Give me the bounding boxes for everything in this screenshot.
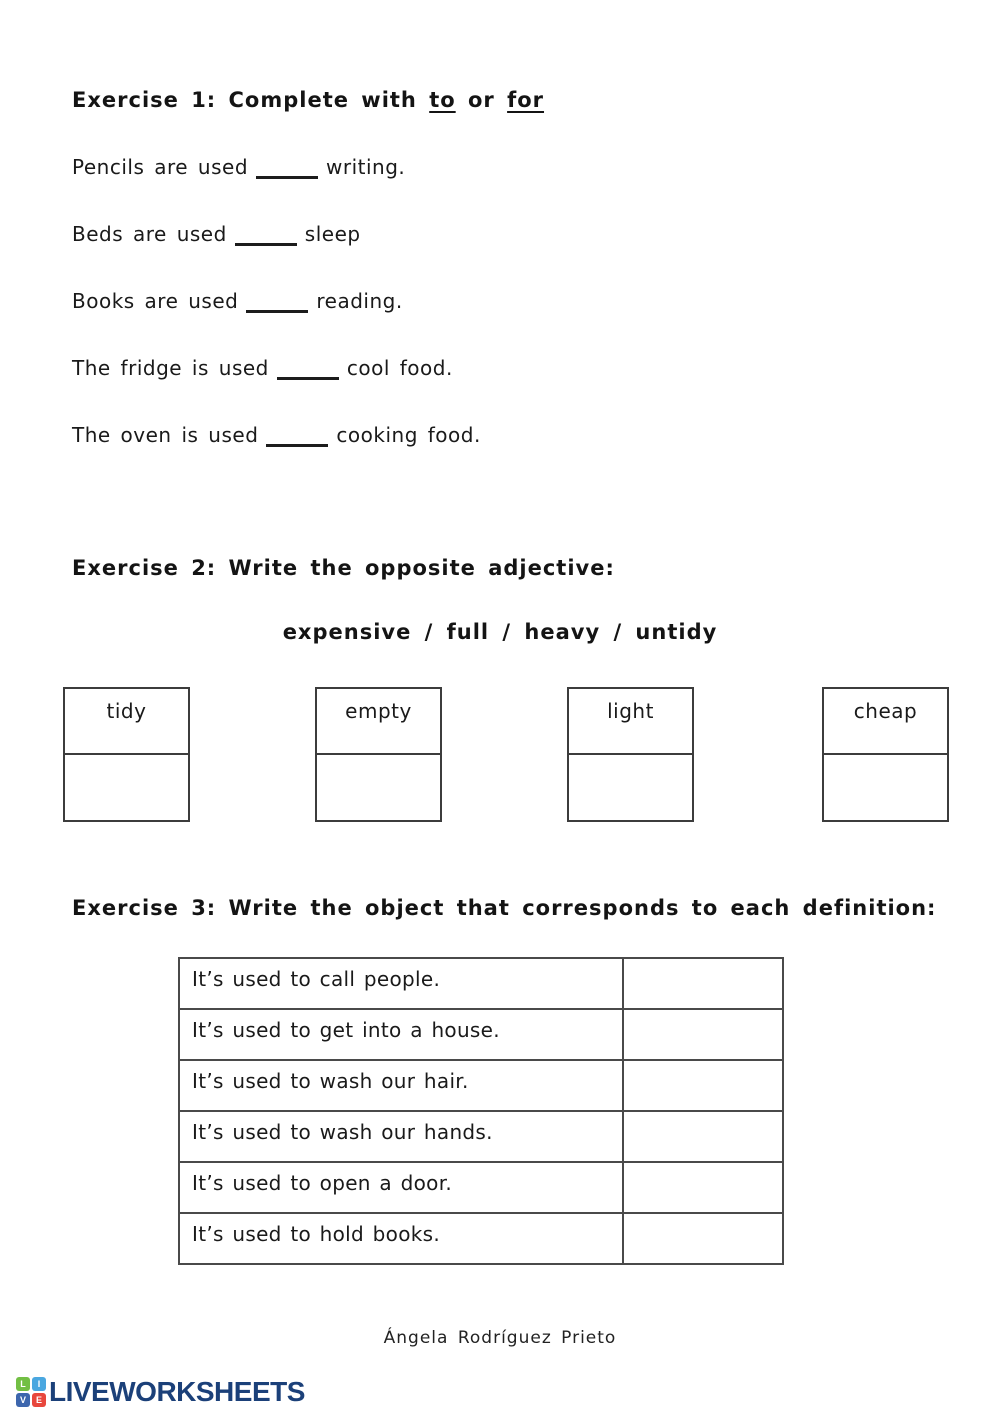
- sentence-after: writing.: [326, 155, 406, 179]
- sentence-after: reading.: [316, 289, 403, 313]
- answer-cell[interactable]: [623, 1009, 783, 1060]
- sentence-row: [72, 356, 453, 380]
- exercise2-title: Exercise 2: Write the opposite adjective:: [72, 556, 615, 580]
- definitions-table: [178, 957, 784, 1265]
- definition-cell: It’s used to open a door.: [179, 1162, 623, 1213]
- exercise1-option-to: to: [429, 88, 456, 112]
- table-row: [179, 1060, 783, 1111]
- sentence-after: sleep: [304, 222, 361, 246]
- sentence-row: [72, 222, 361, 246]
- definition-cell: It’s used to wash our hair.: [179, 1060, 623, 1111]
- answer-blank[interactable]: [266, 433, 328, 447]
- table-row: [179, 1009, 783, 1060]
- adjective-box: [567, 687, 694, 822]
- answer-cell[interactable]: [623, 1162, 783, 1213]
- sentence-after: cool food.: [346, 356, 453, 380]
- sentence-row: [72, 289, 403, 313]
- exercise3-title: Exercise 3: Write the object that corresponds to each definition:: [72, 896, 937, 920]
- word-bank: expensive / full / heavy / untidy: [282, 620, 718, 644]
- answer-cell[interactable]: [569, 755, 692, 820]
- answer-cell[interactable]: [824, 755, 947, 820]
- definition-cell: It’s used to wash our hands.: [179, 1111, 623, 1162]
- table-row: [179, 958, 783, 1009]
- sentence-row: [72, 155, 405, 179]
- sentence-before: Pencils are used: [72, 155, 249, 179]
- logo-tile-i: I: [32, 1377, 46, 1391]
- box-word-cell: cheap: [824, 689, 947, 755]
- exercise1-title-prefix: Exercise 1: Complete with: [72, 88, 417, 112]
- answer-blank[interactable]: [277, 366, 339, 380]
- answer-cell[interactable]: [623, 1060, 783, 1111]
- table-row: [179, 1162, 783, 1213]
- exercise1-title-connector: or: [467, 88, 495, 112]
- exercise1-option-for: for: [507, 88, 545, 112]
- table-row: [179, 1111, 783, 1162]
- answer-blank[interactable]: [235, 232, 297, 246]
- definition-cell: It’s used to get into a house.: [179, 1009, 623, 1060]
- box-word-cell: tidy: [65, 689, 188, 755]
- liveworksheets-logo[interactable]: [16, 1376, 305, 1408]
- author-credit: Ángela Rodríguez Prieto: [383, 1328, 617, 1348]
- sentence-after: cooking food.: [336, 423, 481, 447]
- sentence-before: The fridge is used: [72, 356, 269, 380]
- answer-cell[interactable]: [317, 755, 440, 820]
- logo-tile-v: V: [16, 1393, 30, 1407]
- table-row: [179, 1213, 783, 1264]
- answer-blank[interactable]: [256, 165, 318, 179]
- logo-tile-e: E: [32, 1393, 46, 1407]
- logo-text: LIVEWORKSHEETS: [49, 1376, 305, 1407]
- sentence-before: The oven is used: [72, 423, 259, 447]
- answer-blank[interactable]: [246, 299, 308, 313]
- definition-cell: It’s used to hold books.: [179, 1213, 623, 1264]
- answer-cell[interactable]: [623, 1111, 783, 1162]
- adjective-box: [822, 687, 949, 822]
- box-word-cell: empty: [317, 689, 440, 755]
- adjective-box: [315, 687, 442, 822]
- logo-tile-l: L: [16, 1377, 30, 1391]
- sentence-before: Books are used: [72, 289, 239, 313]
- liveworksheets-tiles-icon: [16, 1377, 46, 1407]
- exercise1-title: [72, 88, 544, 112]
- definition-cell: It’s used to call people.: [179, 958, 623, 1009]
- answer-cell[interactable]: [65, 755, 188, 820]
- answer-cell[interactable]: [623, 958, 783, 1009]
- answer-cell[interactable]: [623, 1213, 783, 1264]
- adjective-box: [63, 687, 190, 822]
- sentence-before: Beds are used: [72, 222, 227, 246]
- box-word-cell: light: [569, 689, 692, 755]
- sentence-row: [72, 423, 481, 447]
